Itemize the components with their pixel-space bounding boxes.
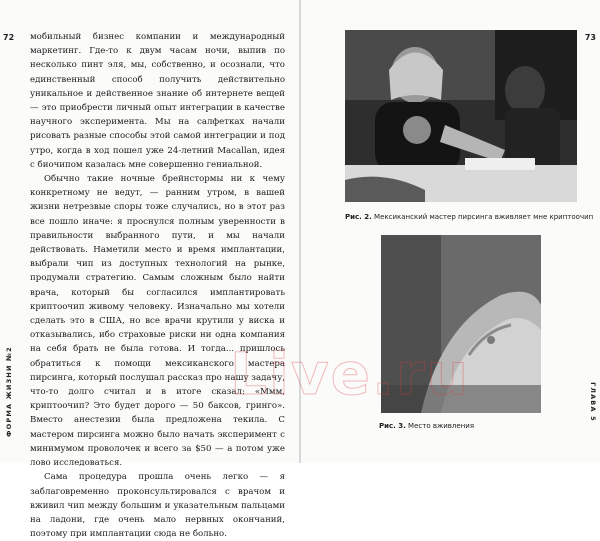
right-page [301, 0, 600, 463]
page-number-left: 72 [3, 33, 15, 42]
left-page [0, 0, 299, 540]
figure-label-1: Рис. 2. [345, 213, 372, 221]
photo-piercing-master-image [345, 30, 577, 202]
photo-piercing-master [345, 30, 577, 202]
figure-label-2: Рис. 3. [379, 422, 406, 430]
paragraph-1: мобильный бизнес компании и международный маркетинг. Где-то к двум часам ночи, выпив по несколько пинт эля, мы, собственно, и осознали, что единственный способ получить действительно уникальное и действенное знание об интернете вещей — это приобрести личный опыт интеграции в качестве научного эксперимента. Мы на салфетках начали рисовать разные способы этой самой интеграции и под утро, когда в ход пошел уже 24-летний Macallan, идея с биочипом казалась мне совершенно гениальной. [30, 32, 285, 170]
figure-text-2: Место вживления [408, 422, 475, 430]
figure-text-1: Мексиканский мастер пирсинга вживляет мне криптоочип [374, 213, 594, 221]
paragraph-3: Сама процедура прошла очень легко — я заблаговременно проконсультировался с врачом и вживил чип между большим и указательным пальцами на ладони, где очень мало нервных окончаний, поэтому при имплантации сюда не больно. [30, 472, 285, 540]
photo-implant-site [381, 235, 541, 413]
figure-caption-2 [379, 422, 474, 430]
running-title-left: ФОРМА ЖИЗНИ №2 [5, 346, 13, 437]
running-title-right: ГЛАВА 5 [589, 382, 597, 422]
paragraph-2: Обычно такие ночные брейнстормы ни к чему конкретному не ведут, — ранним утром, в вашей жизни нетрезвые споры тоже случались, но в этот раз все пошло иначе: я проснулся полным уверенности в правильности выбранного пути, и мы начали действовать. Наметили место и время имплантации, выбрали чип из доступных технологий на рынке, продумали стратегию. Самым сложным было найти врача, который бы согласился имплантировать криптоочип живому человеку. Изначально мы хотели сделать это в США, но все врачи крутили у виска и отказывались, ибо страховые риски ни одна компания на себя брать не была готова. И тогда... пришлось обратиться к помощи мексиканского мастера пирсинга, который послушал рассказ про нашу задачу, что-то долго считал и в итоге сказал: «Ммм, криптоочип? Это будет дорого — 50 баксов, гринго». Вместо анестезии была предложена текила. С мастером пирсинга можно было начать эксперимент с минимумом проволочек и всего за $50 — а потом уже лово исследоваться. [30, 174, 285, 469]
body-text [30, 30, 285, 541]
photo-implant-site-image [381, 235, 541, 413]
figure-caption-1 [345, 213, 593, 221]
page-number-right: 73 [584, 33, 596, 42]
